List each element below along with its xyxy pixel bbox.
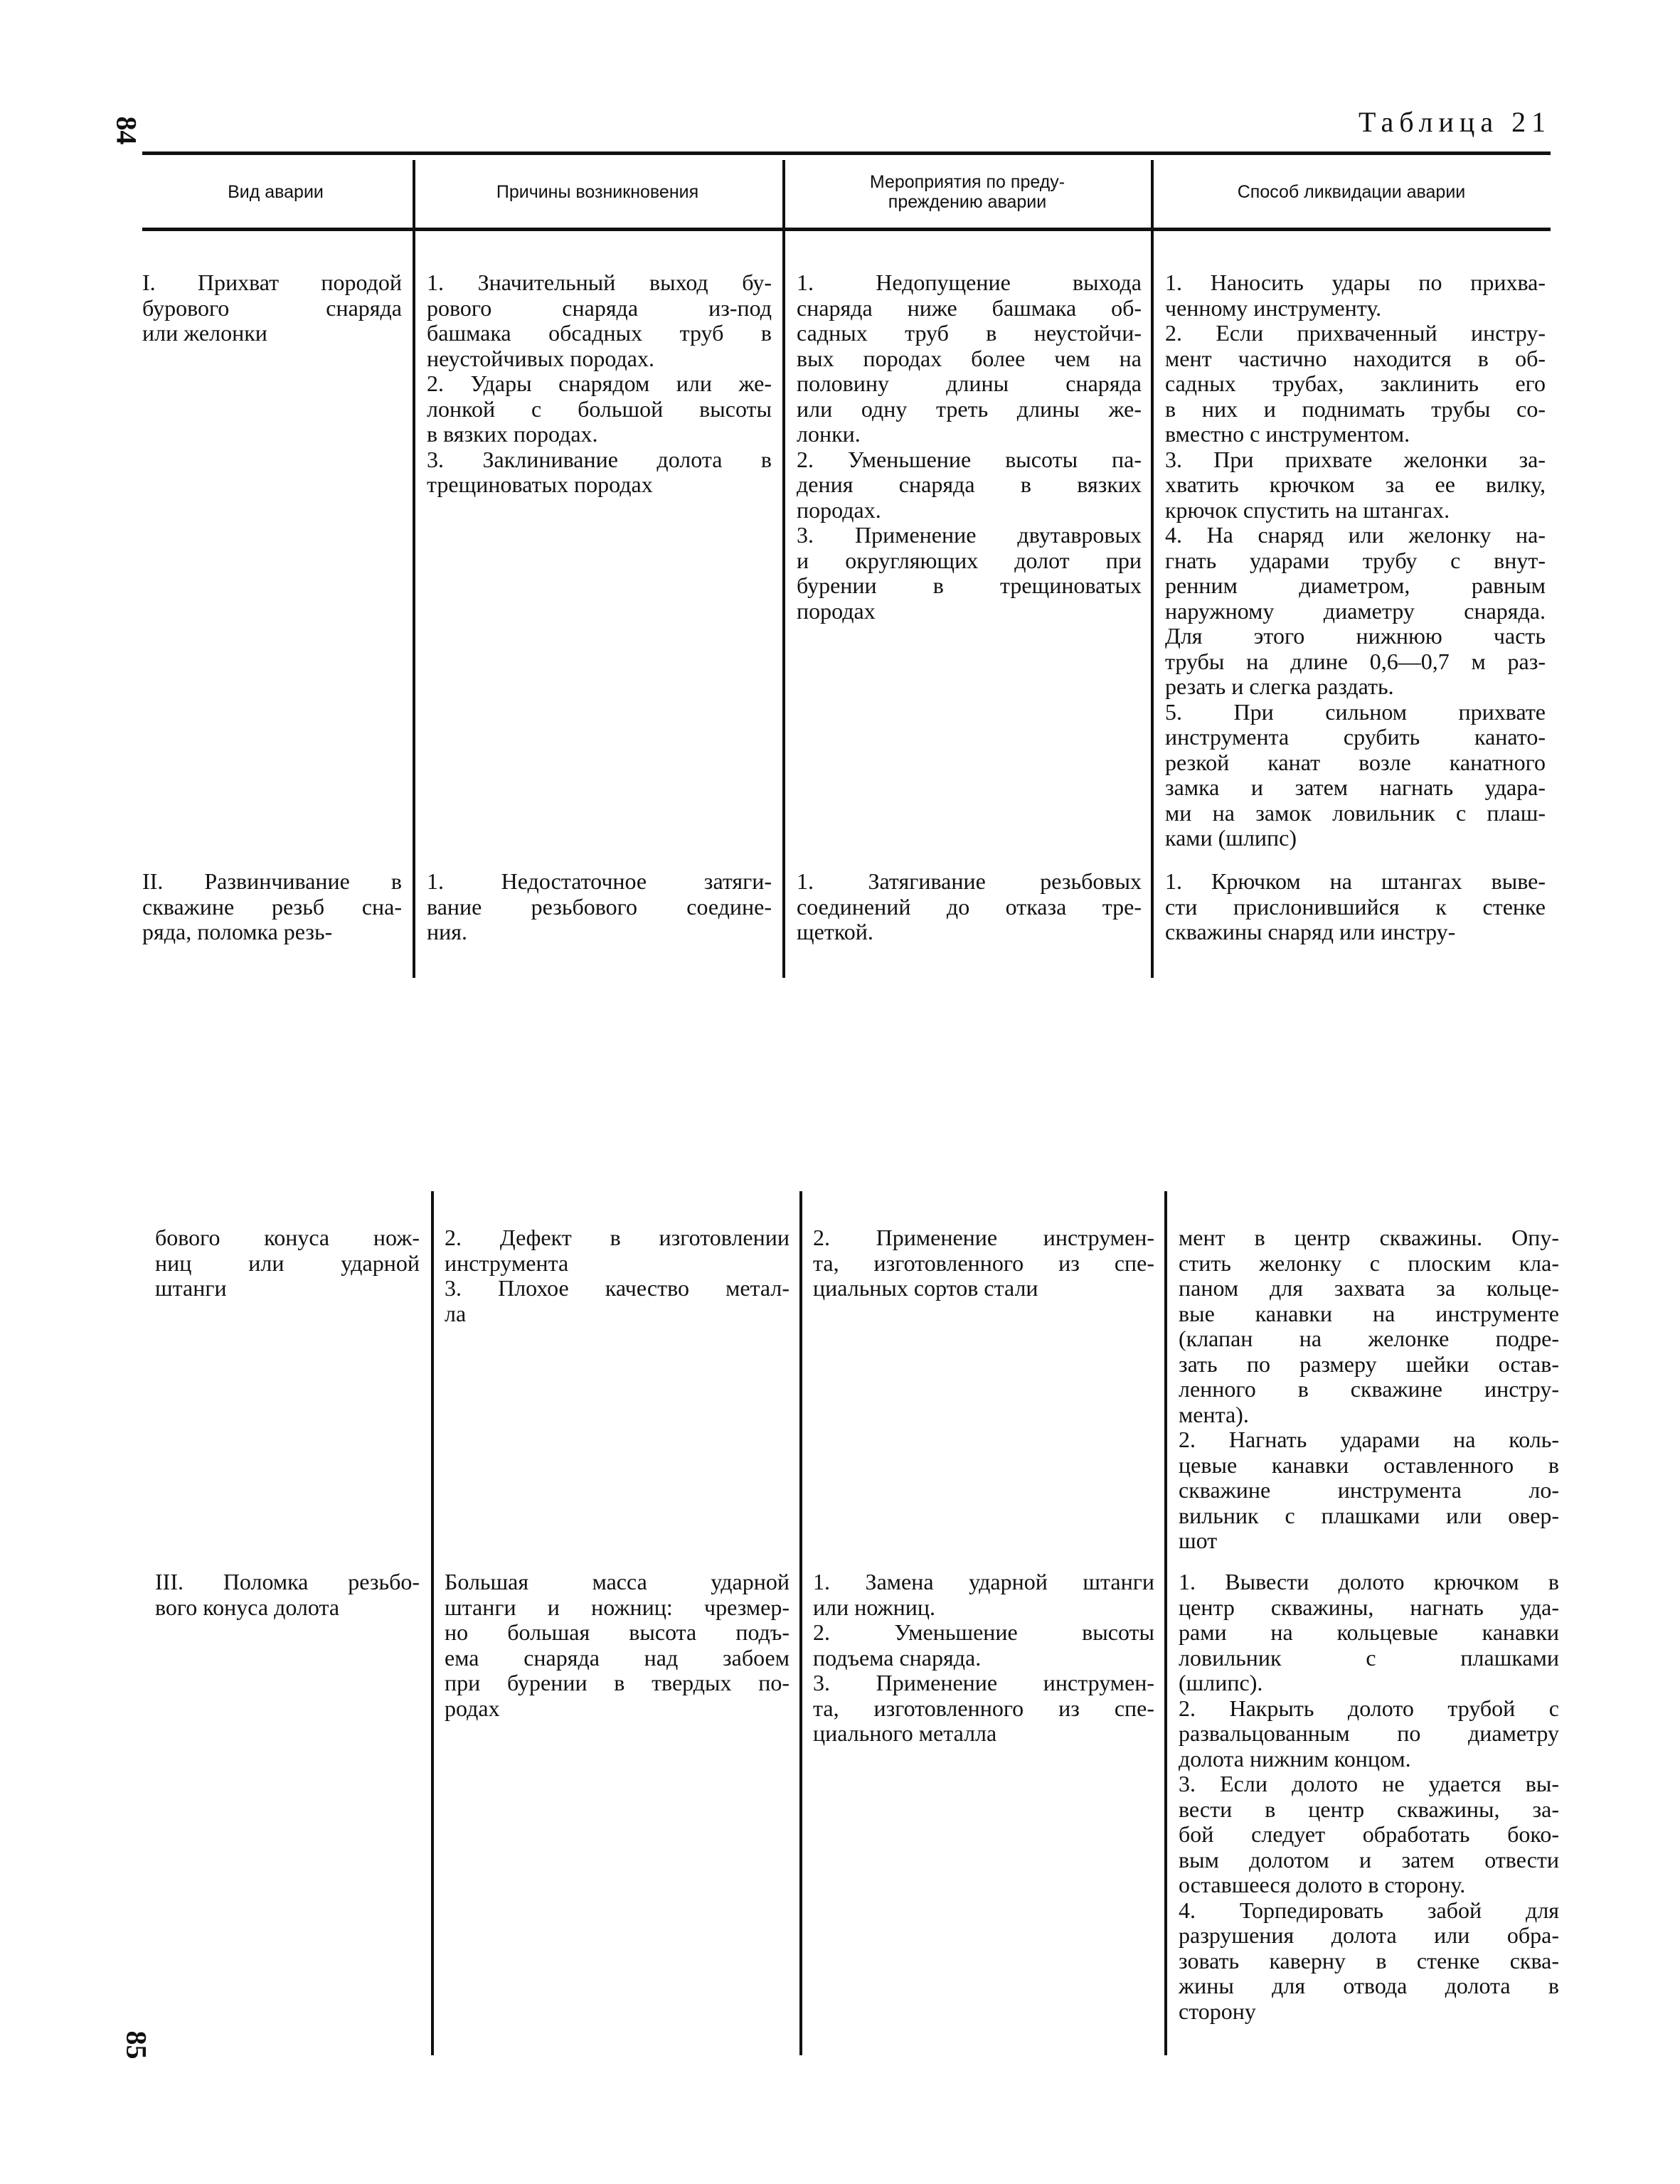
text-line: трубы на длине 0,6—0,7 м раз-	[1165, 648, 1546, 674]
text-line: цевые канавки оставленного в	[1179, 1451, 1559, 1478]
text-line: бурении в трещиноватых	[797, 572, 1142, 598]
text-line: в них и поднимать трубы со-	[1165, 395, 1546, 422]
row-2-causes	[427, 869, 772, 945]
text-line: вого конуса долота	[155, 1594, 340, 1620]
text-line: оставшееся долото в сторону.	[1179, 1872, 1466, 1897]
text-line: паном для захвата за кольце-	[1179, 1275, 1559, 1301]
header-bottom-rule	[142, 228, 1551, 231]
text-line: инструмента срубить канато-	[1165, 724, 1546, 750]
row-2-accident-type	[142, 869, 402, 945]
text-line: 5. При сильном прихвате	[1165, 698, 1546, 725]
text-line: 2. Нагнать ударами на коль-	[1179, 1427, 1559, 1452]
row-1-prevention	[797, 270, 1142, 624]
text-line: скважине инструмента ло-	[1179, 1477, 1559, 1503]
text-line: ряда, поломка резь-	[142, 919, 333, 944]
text-line: циальных сортов стали	[813, 1275, 1038, 1301]
text-line: Большая масса ударной	[445, 1569, 790, 1594]
text-line: ми на замок ловильник с плаш-	[1165, 799, 1546, 826]
text-line: садных труб в неустойчи-	[797, 320, 1142, 346]
text-line: 1. Замена ударной штанги	[813, 1569, 1154, 1594]
column-divider	[431, 1191, 434, 2055]
text-line: 4. Торпедировать забой для	[1179, 1897, 1559, 1923]
page-number-bottom: 85	[120, 2030, 153, 2060]
text-line: щеткой.	[797, 919, 873, 944]
text-line: лонки.	[797, 421, 861, 447]
text-line: башмака обсадных труб в	[427, 320, 772, 346]
text-line: 3. Заклинивание долота в	[427, 446, 772, 472]
text-line: центр скважины, нагнать уда-	[1179, 1594, 1559, 1620]
text-line: вание резьбового соедине-	[427, 893, 772, 920]
text-line: 1. Затягивание резьбовых	[797, 868, 1142, 894]
row-2-causes-continued	[445, 1225, 790, 1326]
text-line: 3. Применение двутавровых	[797, 522, 1142, 548]
text-line: в вязких породах.	[427, 421, 598, 447]
text-line: вести в центр скважины, за-	[1179, 1796, 1559, 1822]
text-line: породах	[797, 597, 876, 624]
text-line: вильник с плашками или овер-	[1179, 1502, 1559, 1528]
text-line: ленного в скважине инстру-	[1179, 1376, 1559, 1402]
text-line: родах	[445, 1695, 500, 1721]
text-line: вместно с инструментом.	[1165, 421, 1410, 447]
table-top-rule	[142, 151, 1551, 155]
text-line: вые канавки на инструменте	[1179, 1300, 1559, 1326]
text-line: циального металла	[813, 1720, 997, 1746]
text-line: вых породах более чем на	[797, 345, 1142, 371]
text-line: 2. Дефект в изготовлении	[445, 1225, 790, 1250]
text-line: породах.	[797, 496, 881, 523]
text-line: и округляющих долот при	[797, 547, 1142, 573]
text-line: шот	[1179, 1528, 1218, 1553]
text-line: 1. Недопущение выхода	[797, 270, 1142, 295]
text-line: неустойчивых породах.	[427, 345, 654, 371]
text-line: соединений до отказа тре-	[797, 893, 1142, 920]
row-2-accident-type-continued	[155, 1225, 420, 1301]
column-divider	[1164, 1191, 1167, 2055]
text-line: рами на кольцевые канавки	[1179, 1619, 1559, 1645]
column-divider	[413, 160, 415, 978]
text-line: хватить крючком за ее вилку,	[1165, 472, 1546, 497]
text-line: 4. На снаряд или желонку на-	[1165, 522, 1546, 548]
text-line: ловильник с плашками	[1179, 1644, 1559, 1671]
row-1-accident-type	[142, 270, 402, 346]
row-3-causes	[445, 1570, 790, 1721]
text-line: гнать ударами трубу с внут-	[1165, 547, 1546, 573]
text-line: та, изготовленного из спе-	[813, 1250, 1154, 1276]
text-line: 1. Значительный выход бу-	[427, 270, 772, 295]
text-line: штанги и ножниц: чрезмер-	[445, 1594, 790, 1620]
text-line: лонкой с большой высоты	[427, 395, 772, 422]
column-divider	[782, 160, 785, 978]
text-line: ниц или ударной	[155, 1250, 420, 1276]
text-line: 2. Уменьшение высоты па-	[797, 446, 1142, 472]
text-line: или ножниц.	[813, 1594, 936, 1620]
text-line: Для этого нижнюю часть	[1165, 623, 1546, 649]
text-line: 3. При прихвате желонки за-	[1165, 446, 1546, 472]
row-3-accident-type	[155, 1570, 420, 1620]
text-line: снаряда ниже башмака об-	[797, 294, 1142, 321]
text-line: сти прислонившийся к стенке	[1165, 893, 1546, 920]
text-line: 2. Удары снарядом или же-	[427, 371, 772, 396]
text-line: та, изготовленного из спе-	[813, 1695, 1154, 1721]
text-line: штанги	[155, 1275, 227, 1301]
text-line: I. Прихват породой	[142, 270, 402, 295]
text-line: мент частично находится в об-	[1165, 345, 1546, 371]
text-line: замка и затем нагнать удара-	[1165, 774, 1546, 800]
text-line: развальцованным по диаметру	[1179, 1720, 1559, 1746]
text-line: 2. Если прихваченный инстру-	[1165, 320, 1546, 346]
text-line: подъема снаряда.	[813, 1644, 982, 1671]
text-line: 2. Накрыть долото трубой с	[1179, 1695, 1559, 1721]
text-line: 2. Применение инструмен-	[813, 1225, 1154, 1250]
text-line: II. Развинчивание в	[142, 868, 402, 894]
text-line: бой следует обработать боко-	[1179, 1821, 1559, 1847]
text-line: но большая высота подъ-	[445, 1619, 790, 1645]
text-line: трещиноватых породах	[427, 472, 653, 497]
row-1-remedy	[1165, 270, 1546, 851]
text-line: ченному инструменту.	[1165, 294, 1382, 321]
text-line: или одну треть длины же-	[797, 395, 1142, 422]
text-line: зовать каверну в стенке сква-	[1179, 1947, 1559, 1973]
row-1-causes	[427, 270, 772, 498]
header-remedy: Способ ликвидации аварии	[1237, 182, 1466, 202]
row-2-remedy-continued	[1179, 1225, 1559, 1554]
text-line: (клапан на желонке подре-	[1179, 1326, 1559, 1351]
text-line: скважине резьб сна-	[142, 893, 402, 920]
text-line: 1. Вывести долото крючком в	[1179, 1569, 1559, 1594]
text-line: 3. Плохое качество метал-	[445, 1275, 790, 1301]
text-line: зать по размеру шейки остав-	[1179, 1351, 1559, 1377]
text-line: инструмента	[445, 1250, 569, 1276]
row-3-remedy	[1179, 1570, 1559, 2024]
text-line: крючок спустить на штангах.	[1165, 496, 1450, 523]
text-line: разрушения долота или обра-	[1179, 1922, 1559, 1948]
text-line: мент в центр скважины. Опу-	[1179, 1225, 1559, 1250]
row-3-prevention	[813, 1570, 1154, 1747]
header-accident-type: Вид аварии	[228, 182, 324, 202]
text-line: ками (шлипс)	[1165, 825, 1297, 851]
header-prevention: Мероприятия по преду- преждению аварии	[869, 172, 1065, 212]
text-line: наружному диаметру снаряда.	[1165, 597, 1546, 624]
text-line: резать и слегка раздать.	[1165, 673, 1394, 699]
text-line: 3. Если долото не удается вы-	[1179, 1771, 1559, 1796]
text-line: при бурении в твердых по-	[445, 1670, 790, 1695]
row-2-prevention	[797, 869, 1142, 945]
text-line: резкой канат возле канатного	[1165, 749, 1546, 775]
text-line: 1. Наносить удары по прихва-	[1165, 270, 1546, 295]
text-line: стить желонку с плоским кла-	[1179, 1250, 1559, 1276]
table-title: Таблица 21	[1359, 106, 1552, 138]
text-line: 3. Применение инструмен-	[813, 1670, 1154, 1695]
text-line: ренним диаметром, равным	[1165, 572, 1546, 598]
text-line: бурового снаряда	[142, 294, 402, 321]
text-line: вым долотом и затем отвести	[1179, 1846, 1559, 1873]
row-2-remedy	[1165, 869, 1546, 945]
text-line: ния.	[427, 919, 467, 944]
text-line: дения снаряда в вязких	[797, 472, 1142, 497]
text-line: садных трубах, заклинить его	[1165, 371, 1546, 396]
column-divider	[1151, 160, 1154, 978]
header-causes: Причины возникновения	[496, 182, 699, 202]
page-number-top: 84	[110, 116, 143, 145]
text-line: жины для отвода долота в	[1179, 1973, 1559, 1998]
text-line: 1. Недостаточное затяги-	[427, 868, 772, 894]
text-line: 1. Крючком на штангах выве-	[1165, 868, 1546, 894]
text-line: рового снаряда из-под	[427, 294, 772, 321]
row-2-prevention-continued	[813, 1225, 1154, 1301]
column-divider	[799, 1191, 802, 2055]
text-line: скважины снаряд или инстру-	[1165, 919, 1456, 944]
text-line: мента).	[1179, 1401, 1249, 1427]
text-line: половину длины снаряда	[797, 371, 1142, 396]
text-line: ема снаряда над забоем	[445, 1644, 790, 1671]
text-line: долота нижним концом.	[1179, 1745, 1411, 1772]
text-line: (шлипс).	[1179, 1670, 1263, 1695]
text-line: бового конуса нож-	[155, 1225, 420, 1250]
text-line: ла	[445, 1300, 467, 1326]
text-line: III. Поломка резьбо-	[155, 1569, 420, 1594]
text-line: или желонки	[142, 320, 267, 346]
text-line: сторону	[1179, 1998, 1256, 2024]
text-line: 2. Уменьшение высоты	[813, 1619, 1154, 1645]
